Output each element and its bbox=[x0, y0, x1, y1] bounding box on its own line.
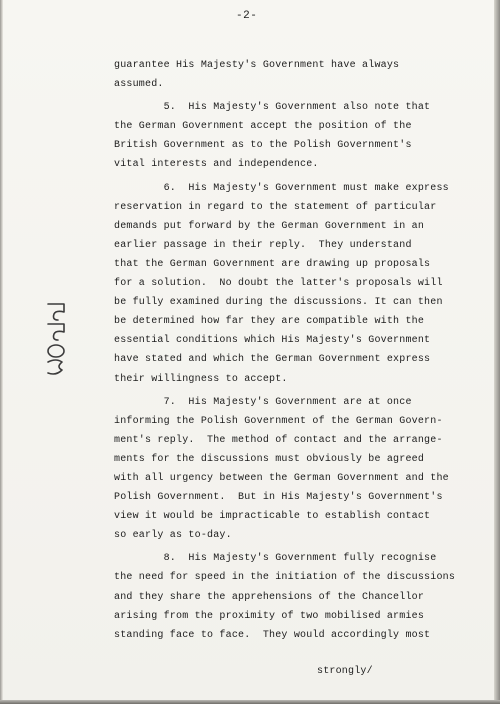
text-line: 7. His Majesty's Government are at once bbox=[114, 396, 412, 408]
text-line: their willingness to accept. bbox=[114, 373, 288, 385]
text-line: 5. His Majesty's Government also note that bbox=[114, 102, 431, 114]
text-line: guarantee His Majesty's Government have always bbox=[114, 60, 400, 71]
text-line: be determined how far they are compatible with the bbox=[114, 316, 425, 328]
text-line: the German Government accept the position of the bbox=[114, 121, 412, 133]
text-line: be fully examined during the discussions. It can then bbox=[114, 297, 443, 309]
handwritten-annotation bbox=[42, 300, 72, 380]
text-line: reservation in regard to the statement of particular bbox=[114, 201, 437, 213]
text-line: informing the Polish Government of the German Govern- bbox=[114, 415, 443, 427]
text-line: vital interests and independence. bbox=[114, 159, 319, 171]
text-line: earlier passage in their reply. They understand bbox=[114, 239, 412, 251]
page-left-edge bbox=[0, 0, 3, 704]
text-line: the need for speed in the initiation of the discussions bbox=[114, 572, 456, 584]
text-line: view it would be impracticable to establish contact bbox=[114, 511, 431, 523]
body-text bbox=[114, 56, 494, 645]
page-number: -2- bbox=[236, 10, 258, 22]
text-line: that the German Government are drawing up proposals bbox=[114, 258, 431, 270]
text-line: Polish Government. But in His Majesty's Government's bbox=[114, 492, 443, 504]
text-line: ments for the discussions must obviously be agreed bbox=[114, 453, 425, 465]
text-line: for a solution. No doubt the latter's proposals will bbox=[114, 278, 443, 290]
handwritten-annotation-icon bbox=[42, 300, 72, 380]
text-line: with all urgency between the German Government and the bbox=[114, 472, 449, 484]
text-line: 6. His Majesty's Government must make express bbox=[114, 182, 449, 194]
text-line: demands put forward by the German Government in an bbox=[114, 220, 425, 232]
text-line: essential conditions which His Majesty's Government bbox=[114, 335, 431, 347]
text-line: standing face to face. They would accordingly most bbox=[114, 629, 431, 641]
text-line: assumed. bbox=[114, 79, 164, 91]
catchword: strongly/ bbox=[317, 666, 373, 677]
page-right-edge bbox=[494, 0, 500, 704]
text-line: British Government as to the Polish Government's bbox=[114, 140, 412, 152]
text-line: arising from the proximity of two mobilised armies bbox=[114, 610, 425, 622]
text-line: ment's reply. The method of contact and the arrange- bbox=[114, 434, 443, 446]
text-line: and they share the apprehensions of the Chancellor bbox=[114, 591, 425, 603]
page-bottom-edge bbox=[0, 700, 500, 704]
text-line: so early as to-day. bbox=[114, 530, 232, 542]
text-line: have stated and which the German Government express bbox=[114, 354, 431, 366]
text-line: 8. His Majesty's Government fully recognise bbox=[114, 553, 437, 565]
